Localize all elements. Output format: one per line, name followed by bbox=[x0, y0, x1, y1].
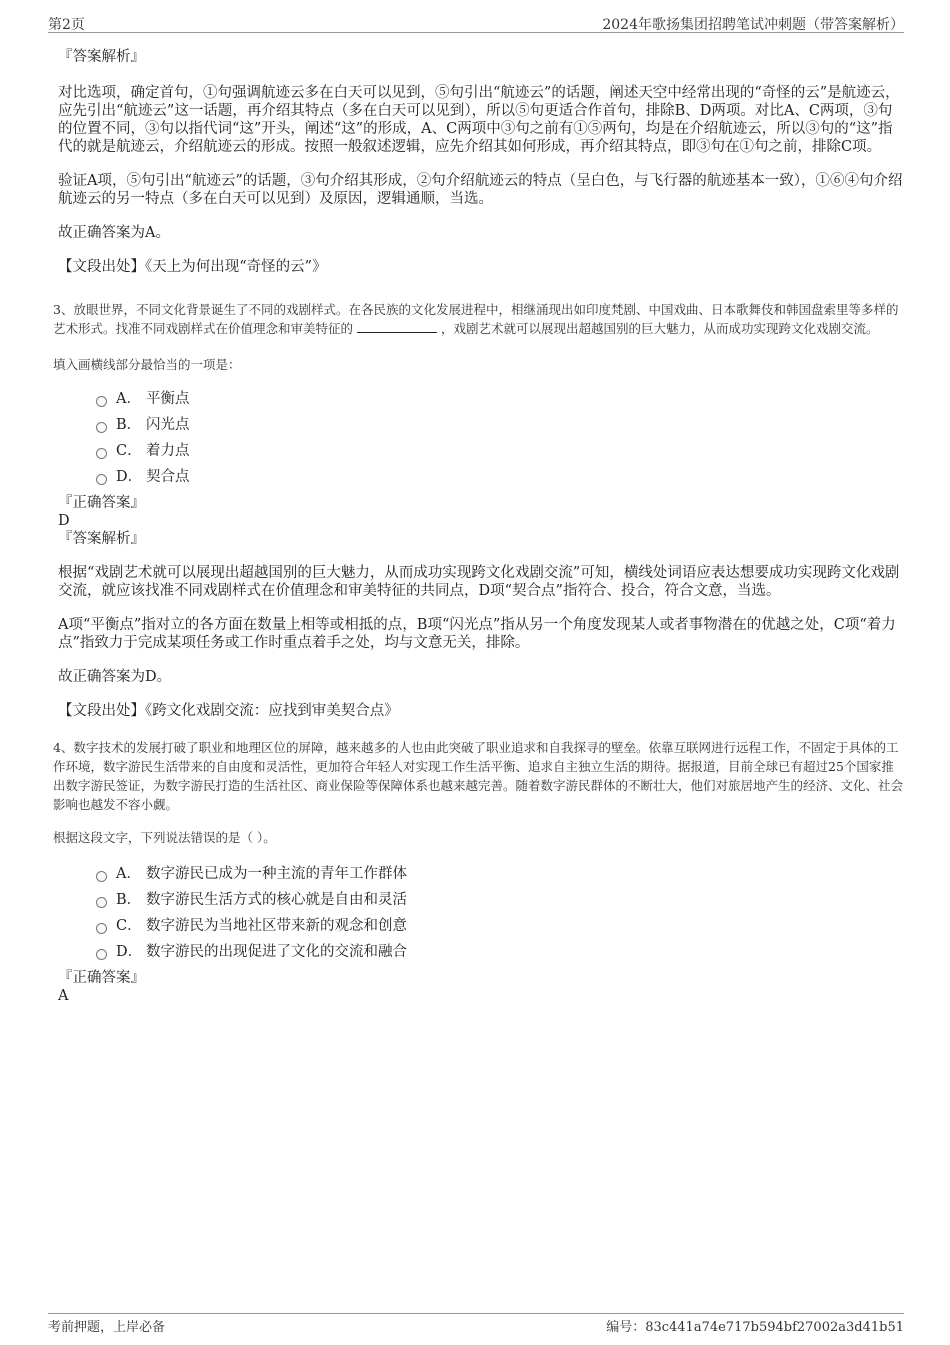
radio-icon[interactable] bbox=[96, 871, 107, 882]
q2-analysis-label: 『答案解析』 bbox=[58, 49, 145, 65]
footer-slogan: 考前押题，上岸必备 bbox=[48, 1320, 166, 1335]
q2-conclusion: 故正确答案为A。 bbox=[58, 225, 170, 241]
q4-option-b[interactable] bbox=[96, 887, 904, 913]
q3-stem bbox=[48, 300, 904, 338]
q4-option-c[interactable] bbox=[96, 913, 904, 939]
radio-icon[interactable] bbox=[96, 396, 107, 407]
q2-source: 【文段出处】《天上为何出现“奇怪的云”》 bbox=[58, 259, 327, 275]
option-text: 数字游民生活方式的核心就是自由和灵活 bbox=[146, 892, 407, 908]
radio-icon[interactable] bbox=[96, 474, 107, 485]
option-text: 数字游民的出现促进了文化的交流和融合 bbox=[146, 944, 407, 960]
q4-prompt: 根据这段文字，下列说法错误的是（ ）。 bbox=[53, 830, 276, 845]
page-footer bbox=[48, 1313, 904, 1335]
q4-options bbox=[96, 861, 904, 965]
page-content bbox=[48, 40, 904, 1005]
q3-answer: D bbox=[58, 513, 70, 529]
option-letter: A． bbox=[116, 391, 141, 407]
radio-icon[interactable] bbox=[96, 923, 107, 934]
footer-serial: 编号：83c441a74e717b594bf27002a3d41b51 bbox=[606, 1320, 904, 1335]
q3-answer-label: 『正确答案』 bbox=[58, 495, 145, 511]
option-letter: B． bbox=[116, 892, 142, 908]
option-text: 平衡点 bbox=[146, 391, 190, 407]
radio-icon[interactable] bbox=[96, 897, 107, 908]
q4-answer-label: 『正确答案』 bbox=[58, 970, 145, 986]
q2-analysis-para1: 对比选项，确定首句，①句强调航迹云多在白天可以见到，⑤句引出“航迹云”的话题，阐述天空中经常出现的“奇怪的云”是航迹云，应先引出“航迹云”这一话题，再介绍其特点（多在白天可以见到），所以⑤句更适合作首句，排除B、D两项。对比A、C两项，③句的位置不同，③句以指代词“这”开头，阐述“这”的形成，A、C两项中③句之前有①⑤两句，均是在介绍航迹云，所以③句的“这”指代的就是航迹云，介绍航迹云的形成。按照一般叙述逻辑，应先介绍其如何形成，再介绍其特点，即③句在①句之前，排除C项。 bbox=[58, 85, 900, 155]
option-text: 着力点 bbox=[146, 443, 190, 459]
option-text: 闪光点 bbox=[146, 417, 190, 433]
q3-stem-before: 3、放眼世界，不同文化背景诞生了不同的戏剧样式。在各民族的文化发展进程中，相继涌现出如印度梵剧、中国戏曲、日本歌舞伎和韩国盘索里等多样的艺术形式。找准不同戏剧样式在价值理念和审美特征的 bbox=[53, 302, 899, 336]
option-letter: D． bbox=[116, 469, 143, 485]
q3-options bbox=[96, 386, 904, 490]
q4-answer: A bbox=[58, 988, 69, 1004]
document-title: 2024年歌扬集团招聘笔试冲刺题（带答案解析） bbox=[602, 17, 904, 33]
q3-analysis-para1: 根据“戏剧艺术就可以展现出超越国别的巨大魅力，从而成功实现跨文化戏剧交流”可知，横线处词语应表达想要成功实现跨文化戏剧交流，就应该找准不同戏剧样式在价值理念和审美特征的共同点，D项“契合点”指符合、投合，符合文意，当选。 bbox=[58, 565, 900, 599]
option-text: 数字游民已成为一种主流的青年工作群体 bbox=[146, 866, 407, 882]
radio-icon[interactable] bbox=[96, 422, 107, 433]
q3-option-a[interactable] bbox=[96, 386, 904, 412]
q3-stem-after: ，戏剧艺术就可以展现出超越国别的巨大魅力，从而成功实现跨文化戏剧交流。 bbox=[441, 321, 879, 336]
q3-prompt: 填入画横线部分最恰当的一项是： bbox=[53, 357, 241, 372]
q3-source: 【文段出处】《跨文化戏剧交流：应找到审美契合点》 bbox=[58, 703, 399, 719]
radio-icon[interactable] bbox=[96, 949, 107, 960]
page-header bbox=[48, 14, 904, 33]
option-letter: C． bbox=[116, 443, 142, 459]
q3-blank bbox=[357, 320, 437, 333]
option-text: 契合点 bbox=[146, 469, 190, 485]
option-letter: C． bbox=[116, 918, 142, 934]
q4-stem: 4、数字技术的发展打破了职业和地理区位的屏障，越来越多的人也由此突破了职业追求和自我探寻的壁垒。依靠互联网进行远程工作，不固定于具体的工作环境，数字游民生活带来的自由度和灵活性，更加符合年轻人对实现工作生活平衡、追求自主独立生活的期待。据报道，目前全球已有超过25个国家推出数字游民签证，为数字游民打造的生活社区、商业保险等保障体系也越来越完善。随着数字游民群体的不断壮大，他们对旅居地产生的经济、文化、社会影响也越发不容小觑。 bbox=[53, 740, 904, 812]
option-letter: B． bbox=[116, 417, 142, 433]
q2-analysis-para2: 验证A项，⑤句引出“航迹云”的话题，③句介绍其形成，②句介绍航迹云的特点（呈白色，与飞行器的航迹基本一致），①⑥④句介绍航迹云的另一特点（多在白天可以见到）及原因，逻辑通顺，当选。 bbox=[58, 173, 903, 207]
page-number: 第2页 bbox=[48, 17, 85, 33]
option-letter: D． bbox=[116, 944, 143, 960]
option-text: 数字游民为当地社区带来新的观念和创意 bbox=[146, 918, 407, 934]
radio-icon[interactable] bbox=[96, 448, 107, 459]
q3-option-c[interactable] bbox=[96, 438, 904, 464]
q3-conclusion: 故正确答案为D。 bbox=[58, 669, 172, 685]
option-letter: A． bbox=[116, 866, 141, 882]
q3-analysis-label: 『答案解析』 bbox=[58, 531, 145, 547]
q4-option-d[interactable] bbox=[96, 939, 904, 965]
q3-option-d[interactable] bbox=[96, 464, 904, 490]
q3-analysis-para2: A项“平衡点”指对立的各方面在数量上相等或相抵的点，B项“闪光点”指从另一个角度发现某人或者事物潜在的优越之处，C项“着力点”指致力于完成某项任务或工作时重点着手之处，均与文意无关，排除。 bbox=[58, 617, 896, 651]
q4-option-a[interactable] bbox=[96, 861, 904, 887]
q3-option-b[interactable] bbox=[96, 412, 904, 438]
